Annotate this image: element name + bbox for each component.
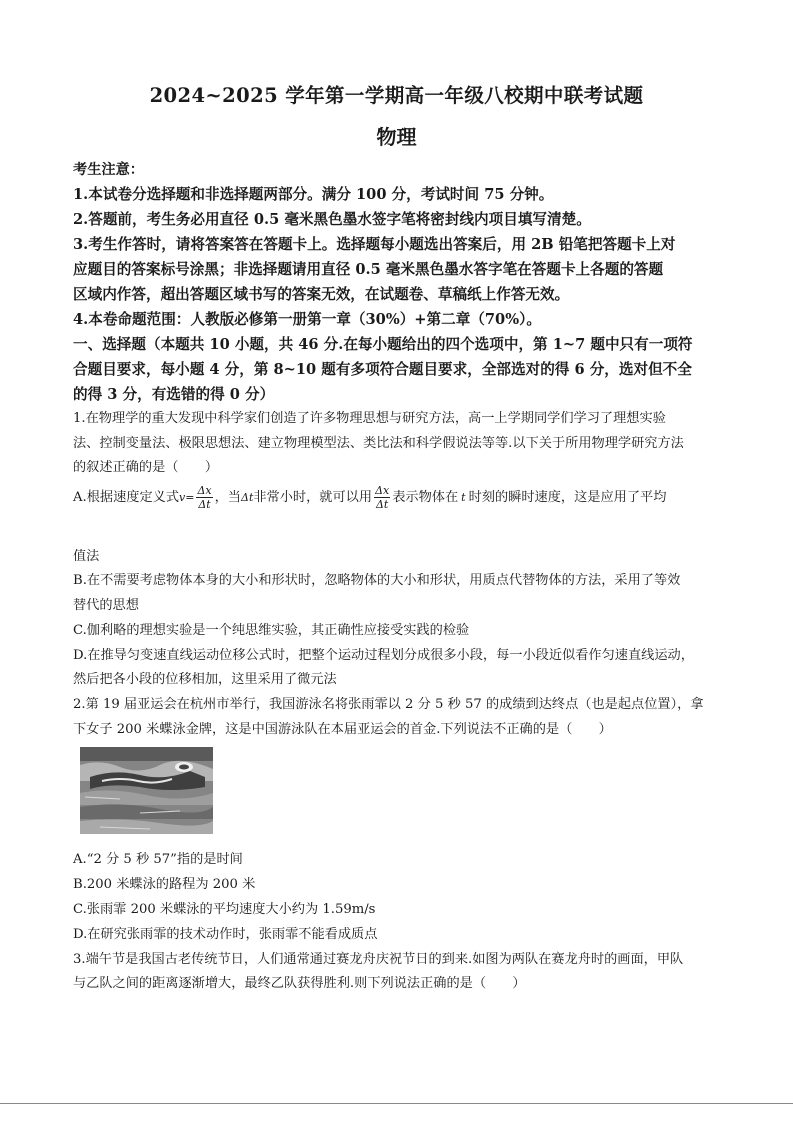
q1-a-frac-den: Δt <box>198 498 211 511</box>
section1-line-1: 一、选择题（本题共 10 小题，共 46 分.在每小题给出的四个选项中，第 1~7 题中只有一项符 <box>73 336 693 353</box>
swimmer-image <box>80 747 213 834</box>
q1-a-frac2-den: Δt <box>375 498 389 511</box>
q2-stem-2: 下女子 200 米蝶泳金牌，这是中国游泳队在本届亚运会的首金.下列说法不正确的是（ ） <box>73 722 612 737</box>
bottom-rule <box>0 1103 793 1104</box>
q1-option-d: D.在推导匀变速直线运动位移公式时，把整个运动过程划分成很多小段，每一小段近似看作匀速直线运动， <box>73 648 694 663</box>
notice-item-3: 3.考生作答时，请将答案答在答题卡上。选择题每小题选出答案后，用 2B 铅笔把答题卡上对 <box>73 236 676 253</box>
q1-a-eq: = <box>185 491 195 504</box>
q1-a-pre: A.根据速度定义式 <box>73 490 180 505</box>
q3-stem-2: 与乙队之间的距离逐渐增大，最终乙队获得胜利.则下列说法正确的是（ ） <box>73 976 526 991</box>
q1-option-a <box>73 484 666 512</box>
notice-item-3-cont: 应题目的答案标号涂黑；非选择题请用直径 0.5 毫米黑色墨水答字笔在答题卡上各题的答题 <box>73 261 664 278</box>
q1-a-fraction-2 <box>374 484 390 511</box>
q1-a-dt: Δt <box>241 491 254 504</box>
q2-stem-1: 2.第 19 届亚运会在杭州市举行，我国游泳名将张雨霏以 2 分 5 秒 57 的成绩到达终点（也是起点位置），拿 <box>73 697 704 712</box>
notice-item-2: 2.答题前，考生务必用直径 0.5 毫米黑色墨水签字笔将密封线内项目填写清楚。 <box>73 211 591 228</box>
swimmer-photo <box>80 747 213 834</box>
q1-stem-2: 法、控制变量法、极限思想法、建立物理模型法、类比法和科学假说法等等.以下关于所用物理学研究方法 <box>73 436 684 451</box>
q1-a-mid2: 非常小时，就可以用 <box>253 490 373 505</box>
exam-title: 2024~2025 学年第一学期高一年级八校期中联考试题 <box>149 84 644 107</box>
q1-a-mid1: ，当 <box>214 490 241 505</box>
notice-item-4: 4.本卷命题范围：人教版必修第一册第一章（30%）+第二章（70%）。 <box>73 311 541 328</box>
q2-option-a: A.“2 分 5 秒 57”指的是时间 <box>73 852 243 867</box>
q1-option-c: C.伽利略的理想实验是一个纯思维实验，其正确性应接受实践的检验 <box>73 623 470 638</box>
q1-a-frac-num: Δx <box>197 484 212 497</box>
q1-option-b: B.在不需要考虑物体本身的大小和形状时，忽略物体的大小和形状，用质点代替物体的方法，采用了等效 <box>73 573 681 588</box>
q1-option-a-cont: 值法 <box>73 549 100 564</box>
q1-a-post: 时刻的瞬时速度，这是应用了平均 <box>468 490 667 505</box>
q1-a-v: v <box>179 491 186 504</box>
subject-title: 物理 <box>376 125 417 149</box>
q2-option-b: B.200 米蝶泳的路程为 200 米 <box>73 877 256 892</box>
notice-item-3-cont2: 区域内作答，超出答题区域书写的答案无效，在试题卷、草稿纸上作答无效。 <box>73 286 570 303</box>
q1-stem-3: 的叙述正确的是（ ） <box>73 460 219 475</box>
q1-a-fraction <box>196 484 212 511</box>
q1-a-t: t <box>461 491 466 504</box>
q1-option-b-cont: 替代的思想 <box>73 598 139 613</box>
q2-option-c: C.张雨霏 200 米蝶泳的平均速度大小约为 1.59m/s <box>73 902 376 917</box>
q3-stem-1: 3.端午节是我国古老传统节日，人们通常通过赛龙舟庆祝节日的到来.如图为两队在赛龙舟时的画面，甲队 <box>73 952 684 967</box>
notice-item-1: 1.本试卷分选择题和非选择题两部分。满分 100 分，考试时间 75 分钟。 <box>73 186 554 203</box>
section1-line-2: 合题目要求，每小题 4 分，第 8~10 题有多项符合题目要求，全部选对的得 6 分，选对但不全 <box>73 361 692 378</box>
q1-option-d-cont: 然后把各小段的位移相加，这里采用了微元法 <box>73 672 337 687</box>
section1-line-3: 的得 3 分，有选错的得 0 分） <box>73 386 275 403</box>
q2-option-d: D.在研究张雨霏的技术动作时，张雨霏不能看成质点 <box>73 927 378 942</box>
q1-a-frac2-num: Δx <box>375 484 390 497</box>
q1-stem-1: 1.在物理学的重大发现中科学家们创造了许多物理思想与研究方法，高一上学期同学们学习了理想实验 <box>73 411 666 426</box>
notice-heading: 考生注意： <box>73 162 144 178</box>
q1-a-mid3: 表示物体在 <box>392 490 459 505</box>
